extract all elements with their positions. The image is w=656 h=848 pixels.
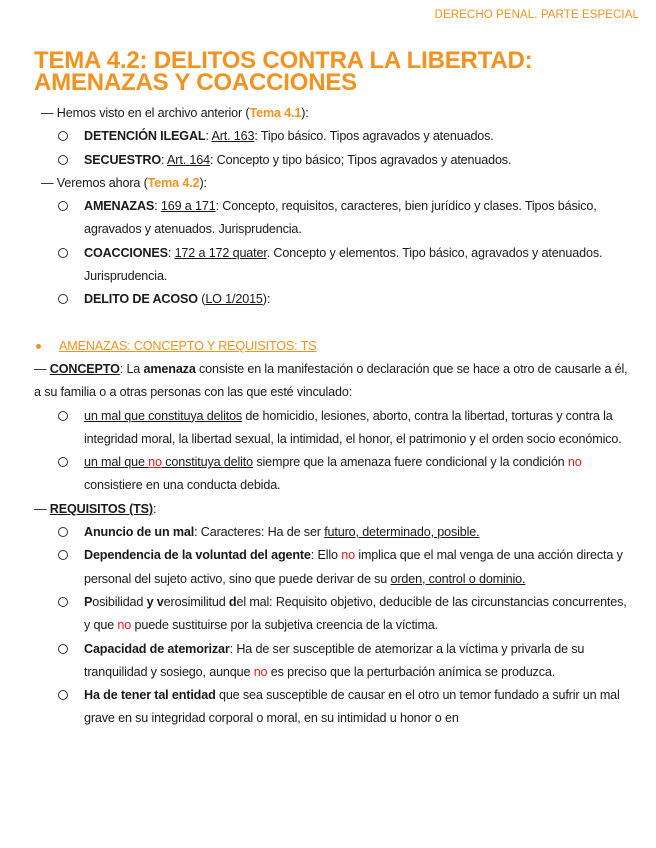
list-item — [34, 149, 634, 172]
item-text: : Concepto, requisitos, caracteres, bien jurídico y clases. Tipos básico, agravados y atenuados. Jurisprudencia. — [84, 199, 597, 237]
item-term: DETENCIÓN ILEGAL — [84, 129, 206, 144]
circle-bullet-icon — [58, 155, 68, 165]
circle-bullet-icon — [58, 457, 68, 467]
item-text: : Ha de ser susceptible de atemorizar a la víctima y privarla de su tranquilidad y sosiego, aunque — [84, 641, 585, 679]
list-item — [34, 405, 634, 452]
list-item — [34, 451, 634, 498]
dash: — — [34, 501, 50, 516]
circle-bullet-icon — [58, 294, 68, 304]
intro-text: — Hemos visto en el archivo anterior ( — [41, 106, 250, 120]
requisitos-heading — [34, 498, 634, 521]
intro-paragraph-previous — [34, 102, 634, 125]
topic-reference: Tema 4.2 — [147, 175, 200, 190]
underlined-text: constituya delito — [161, 455, 253, 470]
intro-text: — Veremos ahora ( — [41, 175, 148, 190]
circle-bullet-icon — [58, 411, 68, 421]
colon: : — [152, 501, 157, 516]
item-sep: ( — [197, 292, 206, 307]
acronym-letter: y v — [146, 594, 164, 609]
requisitos-label: REQUISITOS (TS) — [49, 501, 153, 516]
underlined-text: un mal que — [84, 455, 149, 470]
list-item — [34, 544, 634, 591]
negation-highlight: no — [148, 455, 162, 470]
acronym-letter: P — [84, 594, 93, 609]
concepto-text: consiste en la manifestación o declaración que se hace a otro de causarle a él, a su familia o a otras personas con las que esté vinculado: — [34, 361, 628, 400]
article-link[interactable]: Art. 163 — [211, 129, 255, 144]
blank-line — [34, 312, 634, 335]
circle-bullet-icon — [58, 597, 68, 607]
article-link[interactable]: Art. 164 — [167, 152, 210, 167]
item-term: Ha de tener tal entidad — [84, 688, 216, 703]
item-sep: : — [167, 245, 175, 260]
negation-highlight: no — [567, 455, 582, 470]
underlined-text: futuro, determinado, posible. — [324, 525, 480, 540]
intro-paragraph-now — [34, 172, 634, 195]
list-item — [34, 638, 634, 685]
item-text: ): — [262, 292, 271, 307]
list-item — [34, 591, 634, 638]
item-term: COACCIONES — [84, 245, 168, 260]
circle-bullet-icon — [58, 550, 68, 560]
negation-highlight: no — [253, 664, 268, 679]
item-text: : Concepto y tipo básico; Tipos agravados y atenuados. — [209, 152, 512, 167]
item-text: siempre que la amenaza fuere condicional y la condición — [253, 455, 568, 470]
acronym-letter: d — [228, 594, 237, 609]
item-text: consistiere en una conducta debida. — [84, 478, 281, 493]
page-title: TEMA 4.2: DELITOS CONTRA LA LIBERTAD: AMENAZAS Y COACCIONES — [34, 47, 533, 96]
item-sep: : — [205, 129, 212, 144]
section-heading — [34, 335, 634, 358]
list-item — [34, 684, 634, 731]
concepto-label: CONCEPTO — [49, 361, 120, 376]
item-text: : Ello — [310, 548, 342, 563]
item-term: AMENAZAS — [84, 199, 155, 214]
article-link[interactable]: 172 a 172 quater — [174, 245, 267, 260]
intro-text-end: ): — [199, 175, 207, 190]
circle-bullet-icon — [58, 201, 68, 211]
circle-bullet-icon — [58, 527, 68, 537]
article-link[interactable]: 169 a 171 — [160, 199, 216, 214]
concepto-term: amenaza — [143, 361, 196, 376]
concepto-paragraph — [34, 358, 634, 405]
concepto-text: : La — [119, 361, 144, 376]
negation-highlight: no — [117, 618, 132, 633]
document-body — [34, 102, 634, 731]
circle-bullet-icon — [58, 248, 68, 258]
item-text: es preciso que la perturbación anímica se produzca. — [267, 664, 556, 679]
topic-reference: Tema 4.1 — [249, 106, 302, 120]
intro-text-end: ): — [301, 106, 309, 120]
underlined-text: un mal que constituya delitos — [84, 408, 243, 423]
circle-bullet-icon — [58, 690, 68, 700]
item-text: erosimilitud — [163, 594, 229, 609]
item-text: puede sustituirse por la subjetiva creencia de la víctima. — [131, 618, 438, 633]
item-term: SECUESTRO — [84, 152, 162, 167]
item-text: osibilidad — [92, 594, 147, 609]
item-text: . Concepto y elementos. Tipo básico, agravados y atenuados. Jurisprudencia. — [84, 245, 603, 284]
law-link[interactable]: LO 1/2015 — [205, 292, 263, 307]
item-term: Dependencia de la voluntad del agente — [84, 548, 311, 563]
item-text: : Caracteres: Ha de ser — [194, 525, 325, 540]
list-item — [34, 521, 634, 544]
item-text: implica que el mal venga de una acción directa y personal del sujeto activo, sino que puede derivar de su — [84, 548, 623, 586]
running-header: DERECHO PENAL. PARTE ESPECIAL — [434, 9, 639, 21]
dash: — — [34, 361, 50, 376]
circle-bullet-icon — [58, 644, 68, 654]
list-item — [34, 195, 634, 242]
underlined-text: orden, control o dominio. — [390, 571, 526, 586]
item-term: DELITO DE ACOSO — [84, 292, 198, 307]
bullet-dot-icon — [36, 344, 41, 349]
item-sep: : — [161, 152, 168, 167]
item-term: Capacidad de atemorizar — [84, 641, 230, 656]
item-term: Anuncio de un mal — [84, 525, 195, 540]
circle-bullet-icon — [58, 131, 68, 141]
section-heading-text: AMENAZAS: CONCEPTO Y REQUISITOS: TS — [59, 338, 317, 353]
item-sep: : — [154, 199, 161, 214]
list-item — [34, 242, 634, 289]
item-text: que sea susceptible de causar en el otro un temor fundado a sufrir un mal grave en su integridad corporal o moral, en su intimidad u honor o en — [84, 688, 620, 726]
list-item — [34, 125, 634, 148]
negation-highlight: no — [341, 548, 355, 563]
list-item — [34, 288, 634, 311]
item-text: : Tipo básico. Tipos agravados y atenuados. — [254, 129, 494, 144]
item-text: de homicidio, lesiones, aborto, contra la libertad, torturas y contra la integridad moral, la libertad sexual, la intimidad, el honor, el patrimonio y el orden socio económico. — [84, 408, 622, 446]
item-text: el mal: Requisito objetivo, deducible de las circunstancias concurrentes, y que — [84, 594, 627, 633]
